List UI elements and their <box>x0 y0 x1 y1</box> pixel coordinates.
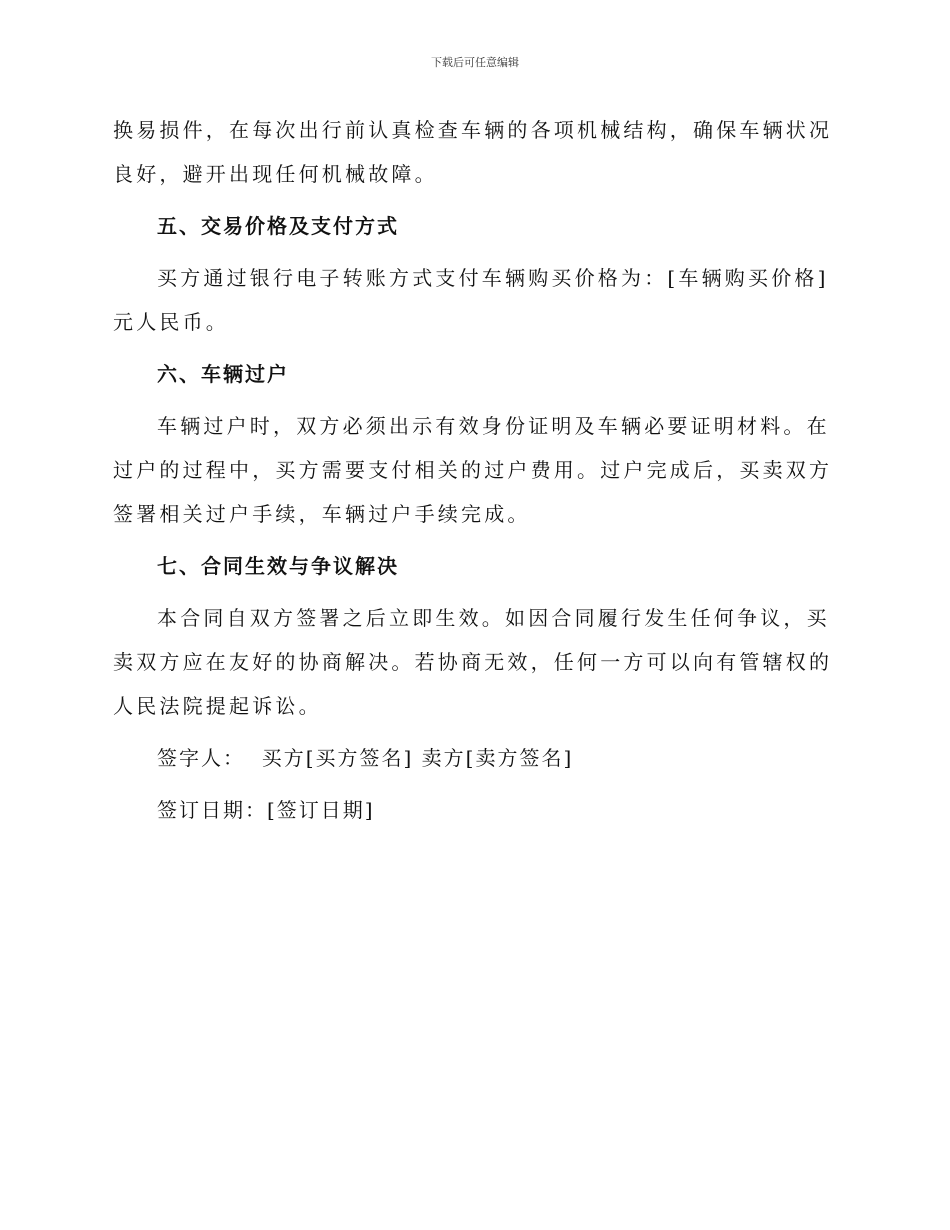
section-heading-5: 五、交易价格及支付方式 <box>157 214 399 238</box>
section-heading-6: 六、车辆过户 <box>157 362 289 386</box>
signers-line: 签字人： 买方[买方签名] 卖方[卖方签名] <box>157 746 574 770</box>
paragraph-effectiveness: 本合同自双方签署之后立即生效。如因合同履行发生任何争议，买卖双方应在友好的协商解决。若协商无效，任何一方可以向有管辖权的人民法院提起诉讼。 <box>113 606 833 718</box>
paragraph-payment: 买方通过银行电子转账方式支付车辆购买价格为：[车辆购买价格]元人民币。 <box>113 266 829 334</box>
document-body <box>113 108 833 840</box>
page-header: 下载后可任意编辑 <box>431 56 519 69</box>
paragraph-transfer: 车辆过户时，双方必须出示有效身份证明及车辆必要证明材料。在过户的过程中，买方需要支付相关的过户费用。过户完成后，买卖双方签署相关过户手续，车辆过户手续完成。 <box>113 414 833 526</box>
section-heading-7: 七、合同生效与争议解决 <box>157 554 399 578</box>
sign-date-line: 签订日期：[签订日期] <box>157 798 375 822</box>
paragraph-intro: 换易损件，在每次出行前认真检查车辆的各项机械结构，确保车辆状况良好，避开出现任何机械故障。 <box>113 118 833 186</box>
